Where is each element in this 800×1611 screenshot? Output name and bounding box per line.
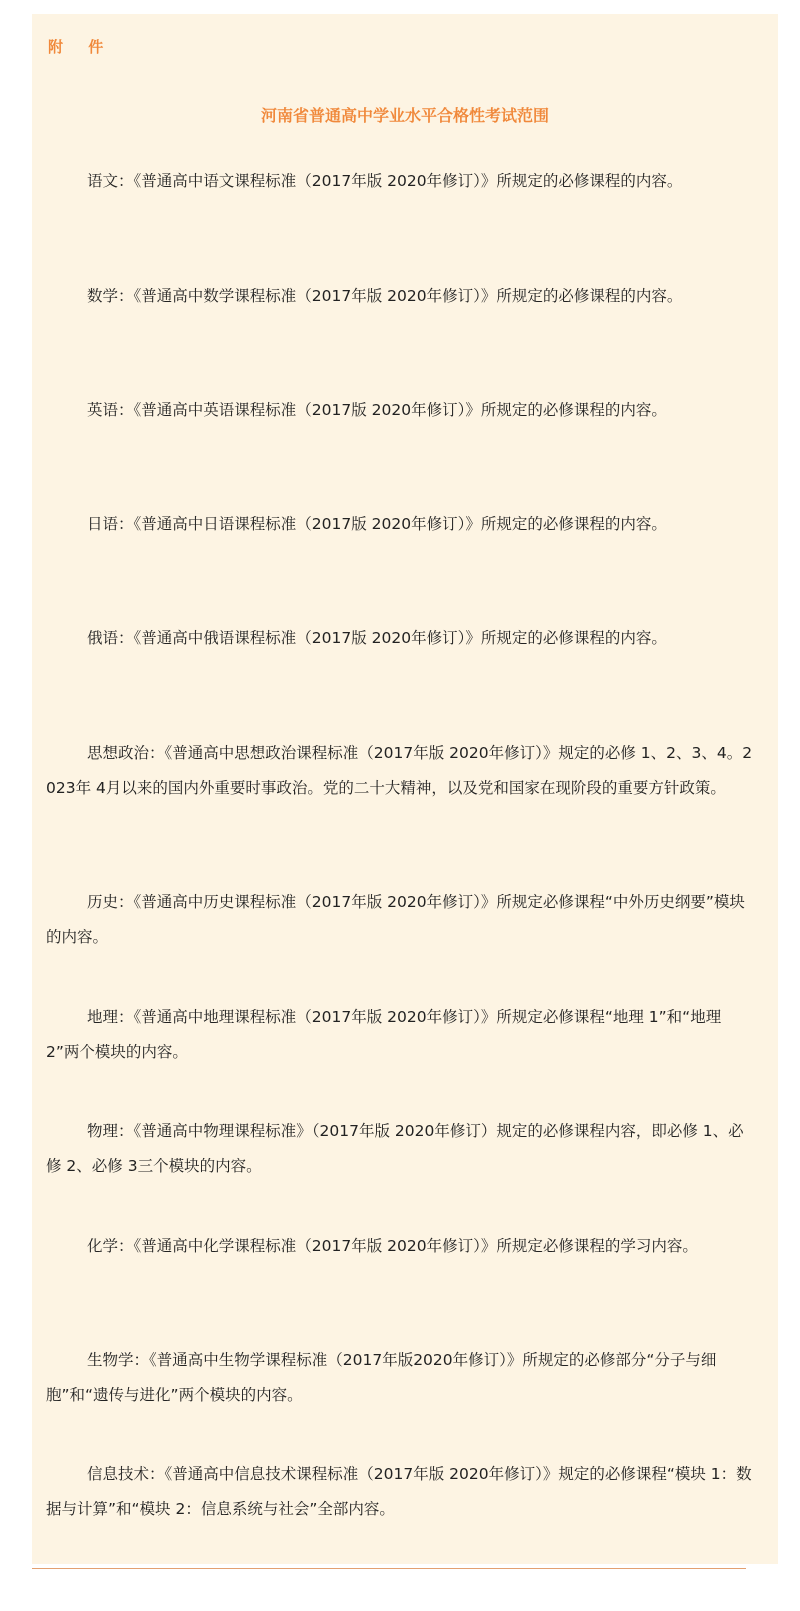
document-title: 河南省普通高中学业水平合格性考试范围: [260, 106, 549, 125]
subject-chinese-paragraph: 语文：《普通高中语文课程标准（2017年版 2020年修订）》所规定的必修课程的内容。: [87, 172, 683, 190]
subject-geography-paragraph: 地理：《普通高中地理课程标准（2017年版 2020年修订）》所规定必修课程“地理 1”和“地理 2”两个模块的内容。: [46, 1008, 722, 1061]
footer-divider: [32, 1568, 746, 1569]
subject-physics-paragraph: 物理：《普通高中物理课程标准》（2017年版 2020年修订）规定的必修课程内容，即必修 1、必修 2、必修 3三个模块的内容。: [46, 1122, 744, 1175]
subject-math-paragraph: 数学：《普通高中数学课程标准（2017年版 2020年修订）》所规定的必修课程的内容。: [87, 287, 683, 305]
subject-biology-paragraph: 生物学：《普通高中生物学课程标准（2017年版2020年修订）》所规定的必修部分“分子与细胞”和“遗传与进化”两个模块的内容。: [46, 1351, 717, 1404]
subject-japanese-paragraph: 日语：《普通高中日语课程标准（2017版 2020年修订）》所规定的必修课程的内容。: [87, 515, 667, 533]
subject-chemistry-paragraph: 化学：《普通高中化学课程标准（2017年版 2020年修订）》所规定必修课程的学习内容。: [87, 1237, 698, 1255]
subject-english-paragraph: 英语：《普通高中英语课程标准（2017版 2020年修订）》所规定的必修课程的内容。: [87, 401, 667, 419]
subject-it-paragraph: 信息技术：《普通高中信息技术课程标准（2017年版 2020年修订）》规定的必修课程“模块 1：数据与计算”和“模块 2：信息系统与社会”全部内容。: [46, 1465, 752, 1518]
attachment-label: 附 件: [48, 38, 114, 56]
subject-russian-paragraph: 俄语：《普通高中俄语课程标准（2017版 2020年修订）》所规定的必修课程的内容。: [87, 629, 667, 647]
subject-history-paragraph: 历史：《普通高中历史课程标准（2017年版 2020年修订）》所规定必修课程“中外历史纲要”模块的内容。: [46, 893, 745, 946]
subject-politics-paragraph: 思想政治：《普通高中思想政治课程标准（2017年版 2020年修订）》规定的必修 1、2、3、4。2023年 4月以来的国内外重要时事政治。党的二十大精神，以及党和国家在现阶段的重要方针政策。: [46, 744, 753, 797]
